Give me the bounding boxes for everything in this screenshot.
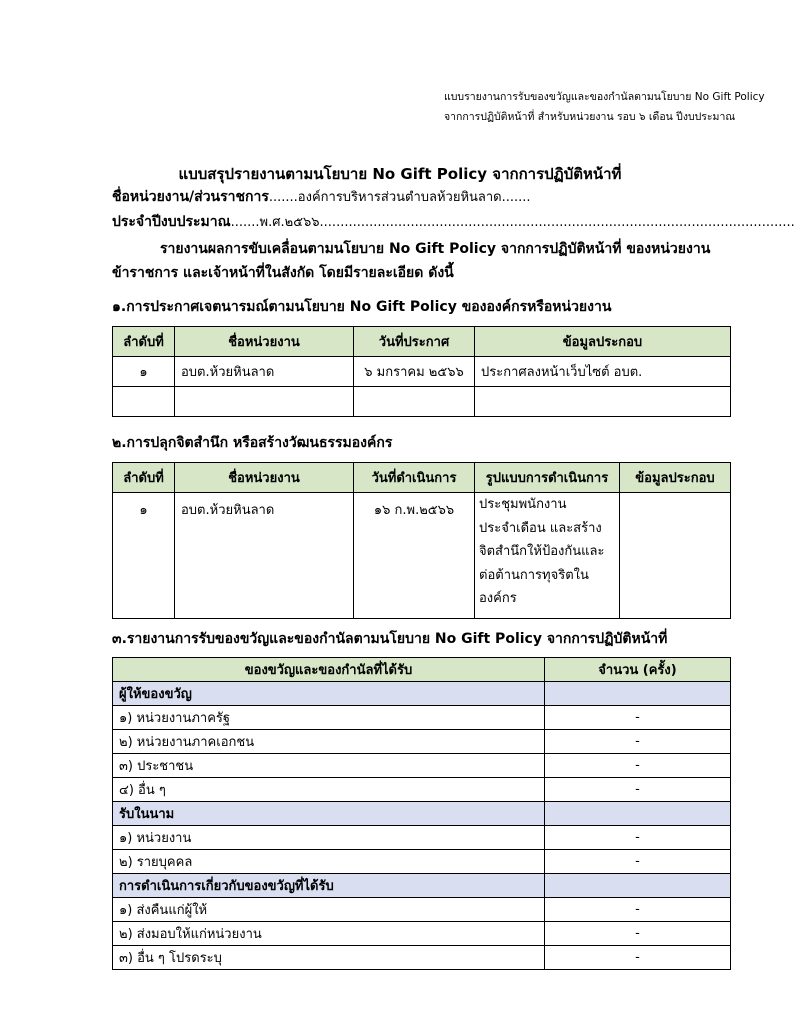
s2-cell: อบต.ห้วยหินลาด: [175, 493, 354, 619]
s1-cell: [175, 387, 354, 417]
s1-cell: [475, 387, 731, 417]
form-header-line2: จากการปฏิบัติหน้าที่ สำหรับหน่วยงาน รอบ ๖ เดือน ปีงบประมาณ: [444, 111, 736, 123]
section3-title: ๓.รายงานการรับของขวัญและของกำนัลตามนโยบาย No Gift Policy จากการปฏิบัติหน้าที่: [112, 631, 668, 647]
fiscal-label: ประจำปีงบประมาณ: [112, 214, 231, 230]
section3-table: [112, 657, 731, 970]
s2-header-info: ข้อมูลประกอบ: [620, 463, 731, 493]
s3-header-item: ของขวัญและของกำนัลที่ได้รับ: [113, 658, 545, 682]
item-label: ๑) หน่วยงานภาครัฐ: [113, 706, 545, 730]
section2-table: [112, 462, 731, 619]
s1-header-no: ลำดับที่: [113, 327, 175, 357]
table-row: [113, 754, 731, 778]
item-count: -: [545, 754, 731, 778]
s2-header-no: ลำดับที่: [113, 463, 175, 493]
item-count: -: [545, 898, 731, 922]
s1-cell: [354, 387, 475, 417]
category-label: การดำเนินการเกี่ยวกับของขวัญที่ได้รับ: [113, 874, 545, 898]
item-count: -: [545, 826, 731, 850]
s1-cell: ประกาศลงหน้าเว็บไซต์ อบต.: [475, 357, 731, 387]
table-row: [113, 706, 731, 730]
section1-title: ๑.การประกาศเจตนารมณ์ตามนโยบาย No Gift Policy ขององค์กรหรือหน่วยงาน: [112, 299, 612, 315]
item-count: -: [545, 850, 731, 874]
s2-header-name: ชื่อหน่วยงาน: [175, 463, 354, 493]
category-row: [113, 802, 731, 826]
item-count: -: [545, 730, 731, 754]
s1-cell: ๖ มกราคม ๒๕๖๖: [354, 357, 475, 387]
category-label: รับในนาม: [113, 802, 545, 826]
table-row: [113, 493, 731, 619]
item-count: -: [545, 706, 731, 730]
table-row: [113, 922, 731, 946]
s2-cell: [620, 493, 731, 619]
item-label: ๒) ส่งมอบให้แก่หน่วยงาน: [113, 922, 545, 946]
s1-header-name: ชื่อหน่วยงาน: [175, 327, 354, 357]
s2-cell: ๑๖ ก.พ.๒๕๖๖: [354, 493, 475, 619]
fiscal-value: .......พ.ศ.๒๕๖๖...................................................................................................................: [230, 215, 795, 230]
s2-header-date: วันที่ดำเนินการ: [354, 463, 475, 493]
org-line: [112, 186, 531, 208]
section2-title: ๒.การปลุกจิตสำนึก หรือสร้างวัฒนธรรมองค์กร: [112, 435, 393, 451]
table-row: [113, 730, 731, 754]
s1-cell: อบต.ห้วยหินลาด: [175, 357, 354, 387]
page-title: แบบสรุปรายงานตามนโยบาย No Gift Policy จากการปฏิบัติหน้าที่: [178, 165, 622, 183]
table-row: [113, 826, 731, 850]
s3-header-count: จำนวน (ครั้ง): [545, 658, 731, 682]
item-label: ๓) อื่น ๆ โปรดระบุ: [113, 946, 545, 970]
s1-cell: [113, 387, 175, 417]
s2-header-method: รูปแบบการดำเนินการ: [475, 463, 620, 493]
category-label: ผู้ให้ของขวัญ: [113, 682, 545, 706]
item-label: ๑) หน่วยงาน: [113, 826, 545, 850]
s1-header-date: วันที่ประกาศ: [354, 327, 475, 357]
intro-line1: รายงานผลการขับเคลื่อนตามนโยบาย No Gift Policy จากการปฏิบัติหน้าที่ ของหน่วยงาน: [160, 241, 711, 257]
org-value: .......องค์การบริหารส่วนตำบลห้วยหินลาด.......: [268, 190, 531, 205]
table-row: [113, 946, 731, 970]
category-row: [113, 874, 731, 898]
org-label: ชื่อหน่วยงาน/ส่วนราชการ: [112, 189, 269, 205]
table-row: [113, 850, 731, 874]
item-label: ๓) ประชาชน: [113, 754, 545, 778]
section1-table: [112, 326, 731, 417]
intro-paragraph: [112, 237, 732, 285]
item-label: ๒) รายบุคคล: [113, 850, 545, 874]
category-row: [113, 682, 731, 706]
table-row: [113, 898, 731, 922]
item-label: ๒) หน่วยงานภาคเอกชน: [113, 730, 545, 754]
s1-cell: ๑: [113, 357, 175, 387]
form-header-line1: แบบรายงานการรับของขวัญและของกำนัลตามนโยบาย No Gift Policy: [444, 91, 765, 103]
intro-line2: ข้าราชการ และเจ้าหน้าที่ในสังกัด โดยมีรายละเอียด ดังนี้: [112, 265, 454, 281]
item-label: ๔) อื่น ๆ: [113, 778, 545, 802]
table-row: [113, 387, 731, 417]
s2-cell-method: ประชุมพนักงาน ประจำเดือน และสร้าง จิตสำนึกให้ป้องกันและ ต่อต้านการทุจริตใน องค์กร: [475, 493, 620, 619]
table-row: [113, 357, 731, 387]
item-count: -: [545, 946, 731, 970]
s2-cell: ๑: [113, 493, 175, 619]
item-count: -: [545, 922, 731, 946]
item-count: -: [545, 778, 731, 802]
fiscal-line: [112, 211, 795, 233]
s1-header-info: ข้อมูลประกอบ: [475, 327, 731, 357]
table-row: [113, 778, 731, 802]
item-label: ๑) ส่งคืนแก่ผู้ให้: [113, 898, 545, 922]
